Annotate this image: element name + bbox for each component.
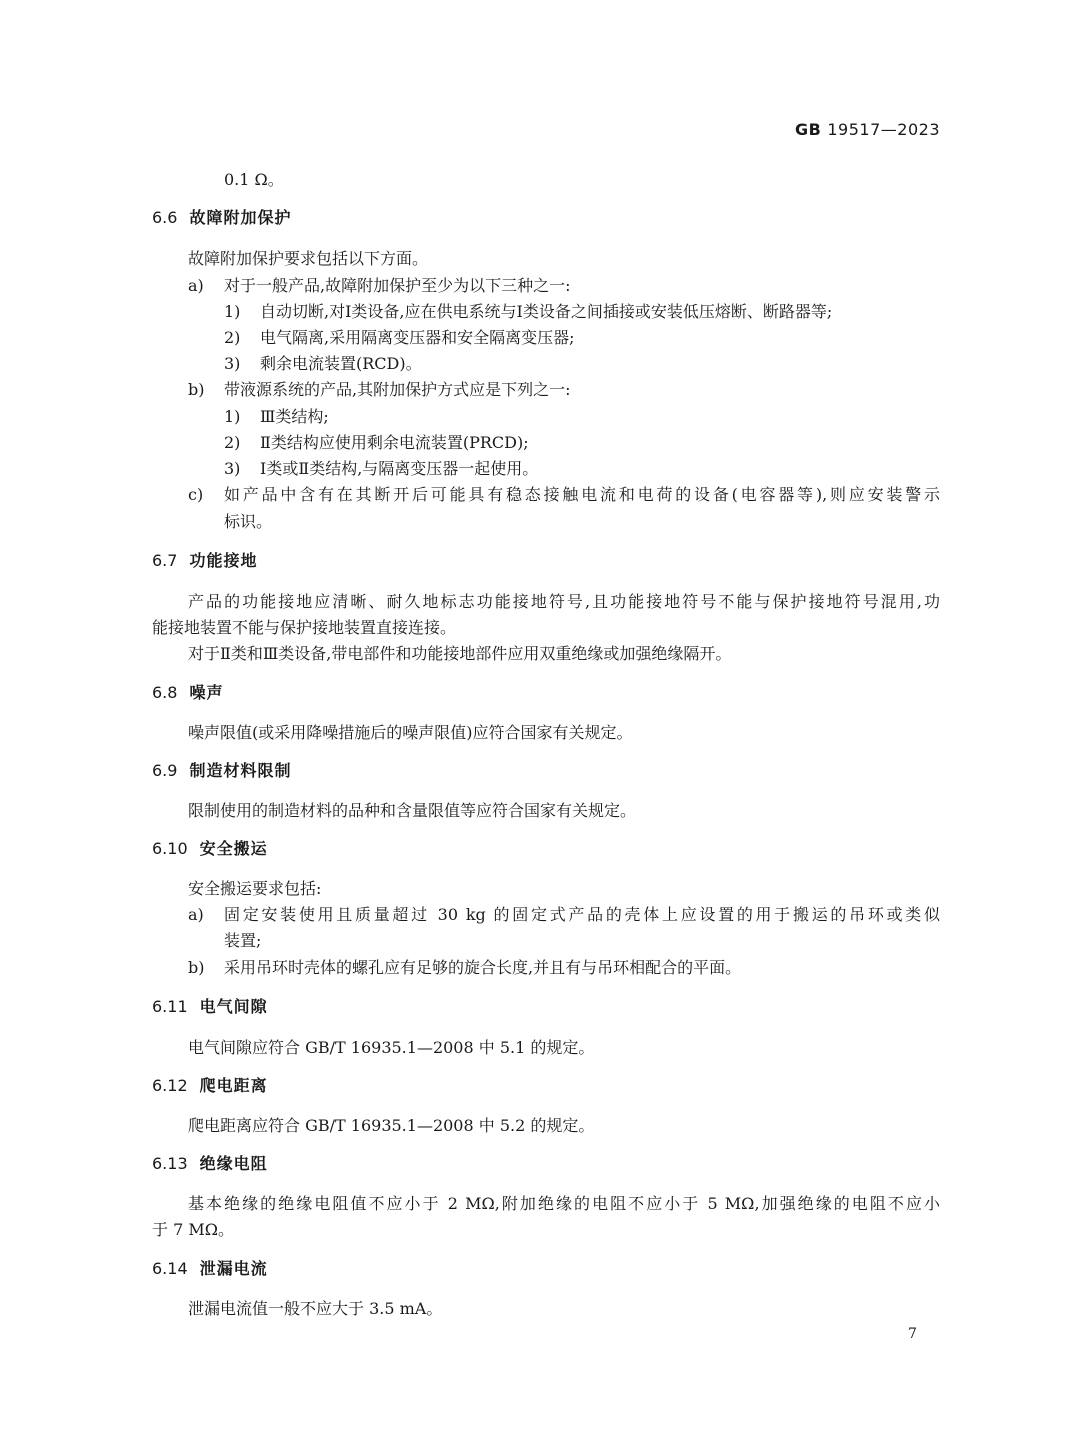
section-heading-6-14: [152, 1259, 268, 1279]
list-marker: a): [188, 905, 204, 924]
paragraph-continued: 能接地装置不能与保护接地装置直接连接。: [152, 618, 457, 637]
sub-list-item-text: 电气隔离,采用隔离变压器和安全隔离变压器;: [260, 328, 575, 347]
list-item-text: 如产品中含有在其断开后可能具有稳态接触电流和电荷的设备(电容器等),则应安装警示: [224, 485, 940, 504]
section-number: 6.9: [152, 761, 178, 780]
continued-fragment: 0.1 Ω。: [224, 170, 284, 189]
section-title: 安全搬运: [199, 839, 268, 858]
list-marker: b): [188, 958, 205, 977]
standard-number: 19517—2023: [827, 120, 940, 139]
section-heading-6-6: [152, 208, 291, 228]
sub-list-marker: 3): [224, 459, 241, 478]
section-number: 6.8: [152, 683, 178, 702]
paragraph: 故障附加保护要求包括以下方面。: [188, 249, 429, 268]
standard-prefix: GB: [795, 120, 822, 139]
sub-list-marker: 2): [224, 328, 241, 347]
paragraph: 噪声限值(或采用降噪措施后的噪声限值)应符合国家有关规定。: [188, 723, 633, 742]
section-title: 绝缘电阻: [199, 1154, 268, 1173]
sub-list-item-text: 剩余电流装置(RCD)。: [260, 354, 422, 373]
section-heading-6-8: [152, 683, 223, 703]
sub-list-item-text: Ⅰ类或Ⅱ类结构,与隔离变压器一起使用。: [260, 459, 539, 478]
section-number: 6.11: [152, 997, 188, 1016]
section-title: 爬电距离: [199, 1076, 268, 1095]
list-item-text: 固定安装使用且质量超过 30 kg 的固定式产品的壳体上应设置的用于搬运的吊环或类似: [224, 905, 940, 924]
section-number: 6.6: [152, 208, 178, 227]
list-marker: a): [188, 276, 204, 295]
list-item-text: 带液源系统的产品,其附加保护方式应是下列之一:: [224, 380, 571, 399]
section-number: 6.14: [152, 1259, 188, 1278]
section-heading-6-7: [152, 551, 257, 571]
sub-list-item-text: 自动切断,对Ⅰ类设备,应在供电系统与Ⅰ类设备之间插接或安装低压熔断、断路器等;: [260, 302, 833, 321]
section-number: 6.12: [152, 1076, 188, 1095]
section-heading-6-13: [152, 1154, 268, 1174]
section-heading-6-10: [152, 839, 268, 859]
section-heading-6-9: [152, 761, 291, 781]
list-item-text-continued: 装置;: [224, 931, 262, 950]
section-heading-6-12: [152, 1076, 268, 1096]
page-number: 7: [908, 1326, 917, 1342]
paragraph: 基本绝缘的绝缘电阻值不应小于 2 MΩ,附加绝缘的电阻不应小于 5 MΩ,加强绝缘的电阻不应小: [188, 1194, 940, 1213]
section-title: 制造材料限制: [189, 761, 292, 780]
paragraph: 泄漏电流值一般不应大于 3.5 mA。: [188, 1299, 443, 1318]
standard-header: [795, 120, 940, 139]
section-number: 6.13: [152, 1154, 188, 1173]
sub-list-marker: 2): [224, 433, 241, 452]
paragraph-continued: 于 7 MΩ。: [152, 1220, 235, 1239]
list-marker: c): [188, 485, 204, 504]
section-title: 电气间隙: [199, 997, 268, 1016]
section-number: 6.10: [152, 839, 188, 858]
section-title: 故障附加保护: [189, 208, 292, 227]
sub-list-marker: 1): [224, 407, 241, 426]
paragraph: 产品的功能接地应清晰、耐久地标志功能接地符号,且功能接地符号不能与保护接地符号混用,功: [188, 592, 940, 611]
sub-list-marker: 3): [224, 354, 241, 373]
sub-list-item-text: Ⅲ类结构;: [260, 407, 329, 426]
section-title: 功能接地: [189, 551, 258, 570]
paragraph: 电气间隙应符合 GB/T 16935.1—2008 中 5.1 的规定。: [188, 1038, 595, 1057]
list-item-text: 采用吊环时壳体的螺孔应有足够的旋合长度,并且有与吊环相配合的平面。: [224, 958, 742, 977]
sub-list-item-text: Ⅱ类结构应使用剩余电流装置(PRCD);: [260, 433, 529, 452]
section-title: 泄漏电流: [199, 1259, 268, 1278]
paragraph: 限制使用的制造材料的品种和含量限值等应符合国家有关规定。: [188, 801, 637, 820]
section-heading-6-11: [152, 997, 268, 1017]
list-item-text-continued: 标识。: [224, 512, 273, 531]
paragraph: 爬电距离应符合 GB/T 16935.1—2008 中 5.2 的规定。: [188, 1116, 595, 1135]
section-title: 噪声: [189, 683, 224, 702]
list-marker: b): [188, 380, 205, 399]
section-number: 6.7: [152, 551, 178, 570]
paragraph: 对于Ⅱ类和Ⅲ类设备,带电部件和功能接地部件应用双重绝缘或加强绝缘隔开。: [188, 644, 732, 663]
sub-list-marker: 1): [224, 302, 241, 321]
paragraph: 安全搬运要求包括:: [188, 879, 322, 898]
list-item-text: 对于一般产品,故障附加保护至少为以下三种之一:: [224, 276, 571, 295]
